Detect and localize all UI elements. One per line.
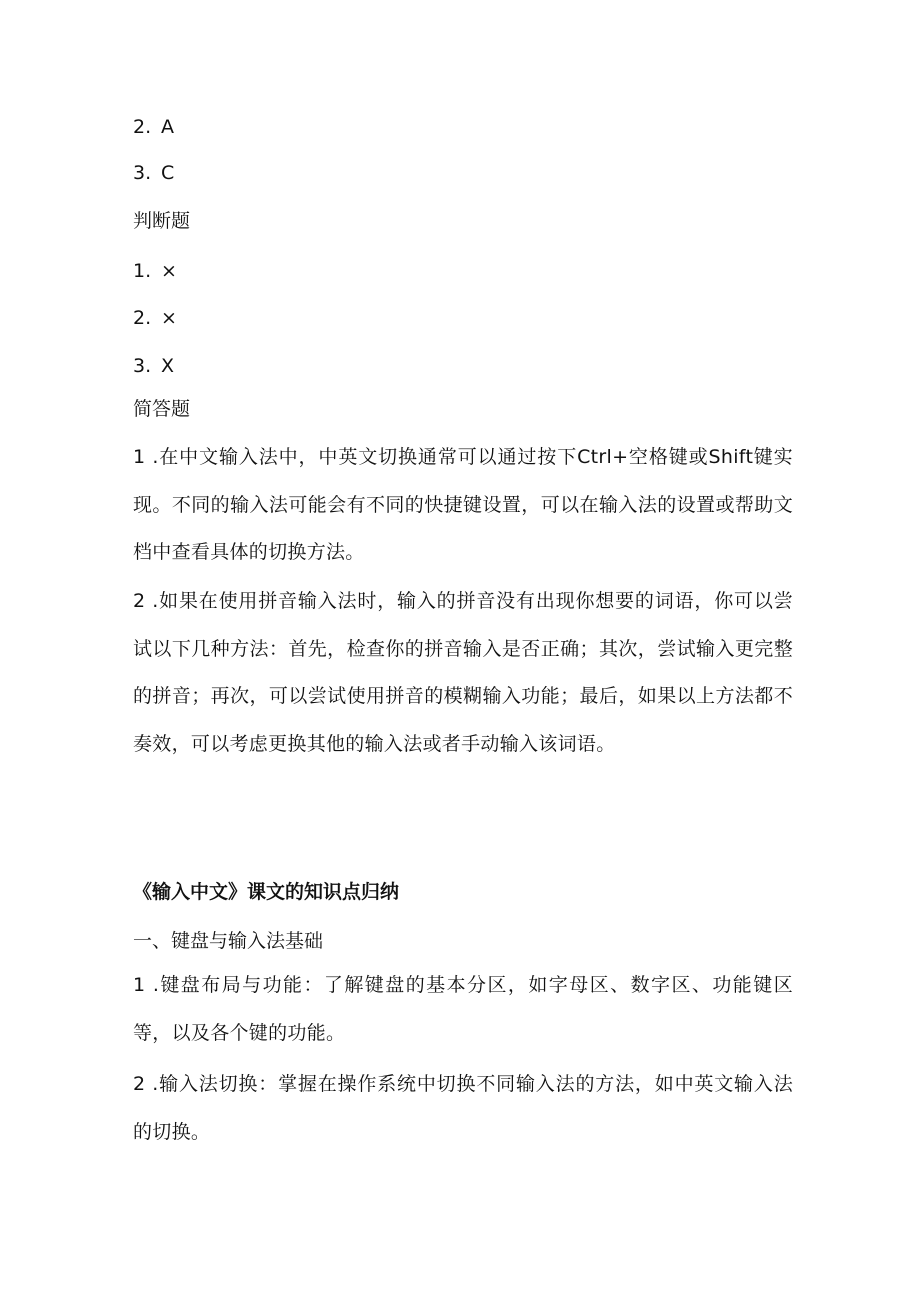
choice-answer-2 [133, 115, 174, 139]
choice-value: A [161, 116, 174, 138]
summary-title: 《输入中文》课文的知识点归纳 [133, 881, 400, 903]
summary-item-2: 2 .输入法切换：掌握在操作系统中切换不同输入法的方法，如中英文输入法的切换。 [133, 1073, 793, 1143]
judge-answer-3 [133, 354, 174, 378]
choice-number: 2. [133, 116, 152, 138]
choice-value: C [161, 162, 175, 184]
summary-item-1: 1 .键盘布局与功能：了解键盘的基本分区，如字母区、数字区、功能键区等，以及各个键的功能。 [133, 974, 793, 1044]
judge-value: × [161, 260, 177, 282]
judge-section-title: 判断题 [133, 210, 191, 232]
judge-answer-1 [133, 259, 177, 283]
judge-number: 1. [133, 260, 152, 282]
judge-number: 3. [133, 355, 152, 377]
judge-value: X [161, 355, 175, 377]
short-answer-1: 1 .在中文输入法中，中英文切换通常可以通过按下Ctrl+空格键或Shift键实现。不同的输入法可能会有不同的快捷键设置，可以在输入法的设置或帮助文档中查看具体的切换方法。 [133, 446, 793, 563]
judge-answer-2 [133, 306, 177, 330]
judge-number: 2. [133, 307, 152, 329]
judge-value: × [161, 307, 177, 329]
summary-section-1: 一、键盘与输入法基础 [133, 930, 324, 952]
short-answer-section-title: 简答题 [133, 398, 191, 420]
choice-answer-3 [133, 161, 174, 185]
choice-number: 3. [133, 162, 152, 184]
short-answer-2: 2 .如果在使用拼音输入法时，输入的拼音没有出现你想要的词语，你可以尝试以下几种方法：首先，检查你的拼音输入是否正确；其次，尝试输入更完整的拼音；再次，可以尝试使用拼音的模糊输入功能；最后，如果以上方法都不奏效，可以考虑更换其他的输入法或者手动输入该词语。 [133, 590, 793, 755]
